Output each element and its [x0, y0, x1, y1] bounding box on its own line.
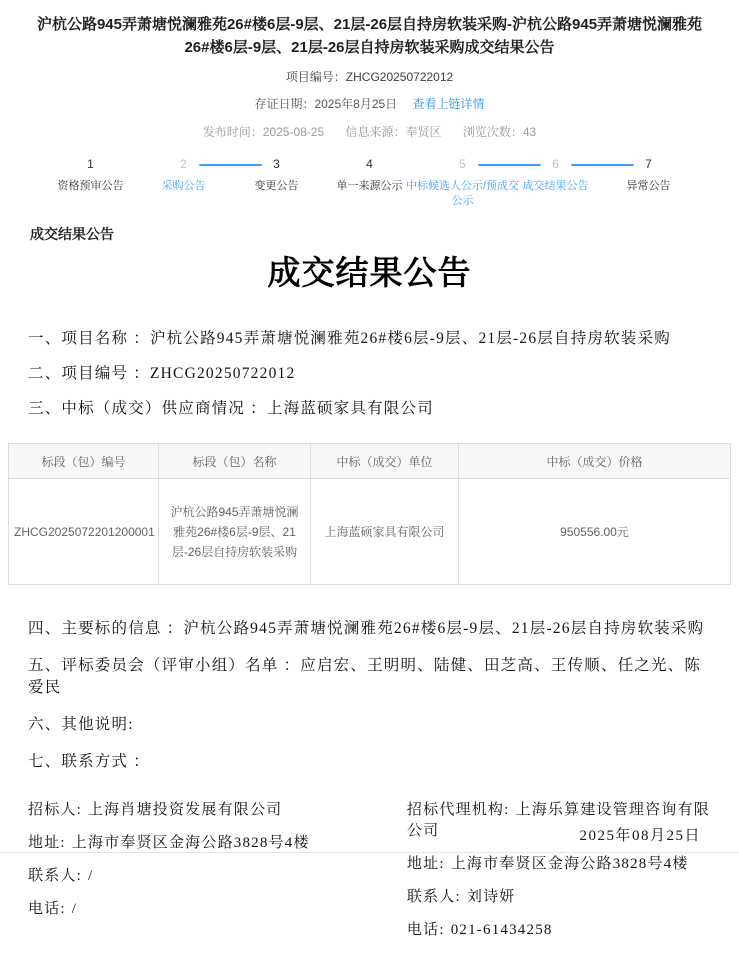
field-value: 上海乐算建设管理咨询有限公司 — [406, 802, 710, 839]
field-label: 招标人: — [28, 802, 82, 818]
agency-contact-column — [407, 800, 711, 953]
tenderer-phone-line — [28, 899, 382, 920]
step-label[interactable]: 中标候选人公示/预成交公示 — [405, 180, 520, 207]
tenderer-contact-column — [28, 800, 382, 953]
publish-time: 发布时间：2025-08-25 — [202, 125, 325, 139]
field-value: / — [71, 901, 78, 917]
section-project-name: 一、项目名称 ：沪杭公路945弄萧塘悦澜雅苑26#楼6层-9层、21层-26层自持房软装采购 — [28, 330, 671, 347]
section-subject-info: 四、主要标的信息 ：沪杭公路945弄萧塘悦澜雅苑26#楼6层-9层、21层-26层自持房软装采购 — [28, 620, 705, 637]
field-label: 地址: — [28, 835, 66, 851]
tenderer-name-line — [28, 800, 382, 821]
step-label: 单一来源公示 — [336, 180, 403, 192]
field-value: / — [87, 868, 94, 884]
field-value: 上海肖塘投资发展有限公司 — [87, 802, 283, 818]
cell-section-name: 沪杭公路945弄萧塘悦澜雅苑26#楼6层-9层、21层-26层自持房软装采购 — [159, 479, 311, 585]
step-number: 2 — [180, 157, 187, 171]
field-label: 联系人: — [406, 889, 461, 905]
agency-phone-line — [407, 920, 711, 941]
cell-winner: 上海蓝硕家具有限公司 — [311, 479, 459, 585]
step-abnormal-notice — [602, 155, 695, 209]
step-candidate-publicity[interactable] — [405, 155, 520, 209]
field-value: 021-61434258 — [450, 922, 553, 938]
document-date: 2025年08月25日 — [579, 828, 701, 844]
step-number: 1 — [87, 157, 94, 171]
section-other-notes: 六、其他说明: — [28, 716, 134, 733]
field-label: 招标代理机构: — [406, 802, 510, 818]
col-header-winner: 中标（成交）单位 — [311, 444, 459, 479]
section-committee: 五、评标委员会（评审小组）名单 ：应启宏、王明明、陆健、田芝高、王传顺、任之光、陈爱民 — [28, 657, 702, 696]
section-contact-heading: 七、联系方式 ： — [28, 753, 150, 770]
info-source: 信息来源：奉贤区 — [345, 125, 442, 139]
section-project-number: 二、项目编号 ：ZHCG20250722012 — [28, 365, 296, 382]
step-change-notice — [230, 155, 323, 209]
field-label: 电话: — [406, 922, 445, 938]
page-title: 沪杭公路945弄萧塘悦澜雅苑26#楼6层-9层、21层-26层自持房软装采购-沪杭公路945弄萧塘悦澜雅苑26#楼6层-9层、21层-26层自持房软装采购成交结果公告 — [36, 16, 703, 56]
view-count: 浏览次数：43 — [462, 125, 537, 139]
step-label: 变更公告 — [254, 180, 299, 192]
progress-steps — [0, 155, 739, 209]
agency-address-line — [407, 854, 711, 875]
announcement-title: 成交结果公告 — [267, 254, 472, 291]
publish-meta-row — [0, 123, 739, 140]
step-number: 4 — [366, 157, 373, 171]
step-procurement-notice[interactable] — [137, 155, 230, 209]
field-value: 上海市奉贤区金海公路3828号4楼 — [71, 835, 310, 851]
field-value: 刘诗妍 — [466, 889, 516, 905]
project-number-line: 项目编号：ZHCG20250722012 — [285, 70, 454, 84]
section-winning-supplier: 三、中标（成交）供应商情况 ：上海蓝硕家具有限公司 — [28, 400, 434, 417]
step-single-source — [323, 155, 416, 209]
cell-section-no: ZHCG2025072201200001 — [9, 479, 159, 585]
step-number: 6 — [552, 157, 559, 171]
table-header-row — [9, 444, 731, 479]
col-header-section-name: 标段（包）名称 — [159, 444, 311, 479]
field-label: 联系人: — [28, 868, 82, 884]
cert-date-text: 存证日期：2025年8月25日 — [254, 97, 398, 111]
step-label[interactable]: 成交结果公告 — [522, 180, 589, 192]
cell-price: 950556.00元 — [459, 479, 731, 585]
tenderer-contact-person-line — [28, 866, 382, 887]
bid-result-table — [8, 443, 731, 585]
step-number: 5 — [459, 157, 466, 171]
col-header-price: 中标（成交）价格 — [459, 444, 731, 479]
field-label: 地址: — [406, 856, 445, 872]
cert-date-row — [0, 95, 739, 112]
current-stage-label: 成交结果公告 — [30, 226, 114, 242]
tenderer-address-line — [28, 833, 382, 854]
agency-contact-person-line — [407, 887, 711, 908]
field-value: 上海市奉贤区金海公路3828号4楼 — [450, 856, 689, 872]
table-row — [9, 479, 731, 585]
step-prequalification — [44, 155, 137, 209]
step-label: 异常公告 — [626, 180, 671, 192]
step-number: 3 — [273, 157, 280, 171]
view-chain-link[interactable]: 查看上链详情 — [412, 97, 485, 111]
step-result-announcement[interactable] — [509, 155, 602, 209]
step-number: 7 — [645, 157, 652, 171]
step-label: 资格预审公告 — [57, 180, 124, 192]
contact-block — [28, 800, 711, 953]
col-header-section-no: 标段（包）编号 — [9, 444, 159, 479]
field-label: 电话: — [28, 901, 66, 917]
step-label[interactable]: 采购公告 — [161, 180, 206, 192]
